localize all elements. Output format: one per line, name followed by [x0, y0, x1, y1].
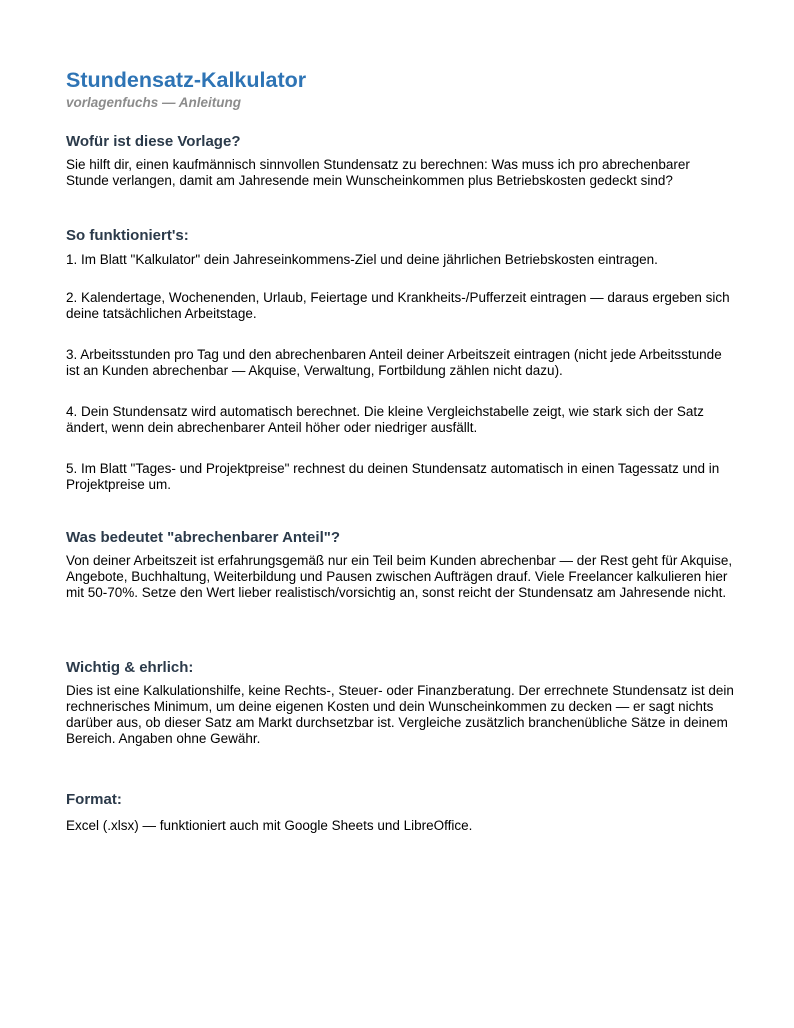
step-4: 4. Dein Stundensatz wird automatisch berechnet. Die kleine Vergleichstabelle zeigt, wie stark sich der Satz ändert, wenn dein abrechenbarer Anteil höher oder niedriger ausfällt. [66, 404, 704, 435]
section-heading-purpose: Wofür ist diese Vorlage? [66, 133, 241, 150]
step-5: 5. Im Blatt "Tages- und Projektpreise" rechnest du deinen Stundensatz automatisch in einen Tagessatz und in Projektpreise um. [66, 461, 720, 492]
section-heading-billable-share: Was bedeutet "abrechenbarer Anteil"? [66, 529, 341, 546]
document-page [66, 66, 736, 833]
section-billable-share [66, 528, 736, 601]
section-heading-how-it-works: So funktioniert's: [66, 227, 189, 244]
section-paragraph: Von deiner Arbeitszeit ist erfahrungsgemäß nur ein Teil beim Kunden abrechenbar — der Rest geht für Akquise, Angebote, Buchhaltung, Weiterbildung und Pausen zwischen Aufträgen drauf. Viele Freelancer kalkulieren hier mit 50-70%. Setze den Wert lieber realistisch/vorsichtig an, sonst reicht der Stundensatz am Jahresende nicht. [66, 553, 733, 600]
section-heading-disclaimer: Wichtig & ehrlich: [66, 659, 194, 676]
step-2: 2. Kalendertage, Wochenenden, Urlaub, Feiertage und Krankheits-/Pufferzeit eintragen — daraus ergeben sich deine tatsächlichen Arbeitstage. [66, 290, 730, 321]
document-subtitle: vorlagenfuchs — Anleitung [66, 95, 242, 110]
step-1: 1. Im Blatt "Kalkulator" dein Jahreseinkommens-Ziel und deine jährlichen Betriebskosten eintragen. [66, 252, 658, 267]
section-format [66, 790, 736, 834]
section-heading-format: Format: [66, 791, 122, 808]
section-paragraph: Dies ist eine Kalkulationshilfe, keine Rechts-, Steuer- oder Finanzberatung. Der errechnete Stundensatz ist dein rechnerisches Minimum, um deine eigenen Kosten und dein Wunscheinkommen zu decken — er sagt nichts darüber aus, ob dieser Satz am Markt durchsetzbar ist. Vergleiche zusätzlich branchenübliche Sätze in deinem Bereich. Angaben ohne Gewähr. [66, 683, 734, 746]
section-disclaimer [66, 658, 736, 747]
step-3: 3. Arbeitsstunden pro Tag und den abrechenbaren Anteil deiner Arbeitszeit eintragen (nicht jede Arbeitsstunde ist an Kunden abrechenbar — Akquise, Verwaltung, Fortbildung zählen nicht dazu). [66, 347, 722, 378]
section-paragraph: Sie hilft dir, einen kaufmännisch sinnvollen Stundensatz zu berechnen: Was muss ich pro abrechenbarer Stunde verlangen, damit am Jahresende mein Wunscheinkommen plus Betriebskosten gedeckt sind? [66, 157, 690, 188]
section-purpose [66, 132, 736, 189]
document-title: Stundensatz-Kalkulator [66, 68, 307, 92]
section-paragraph: Excel (.xlsx) — funktioniert auch mit Google Sheets und LibreOffice. [66, 818, 473, 833]
section-how-it-works [66, 226, 736, 493]
